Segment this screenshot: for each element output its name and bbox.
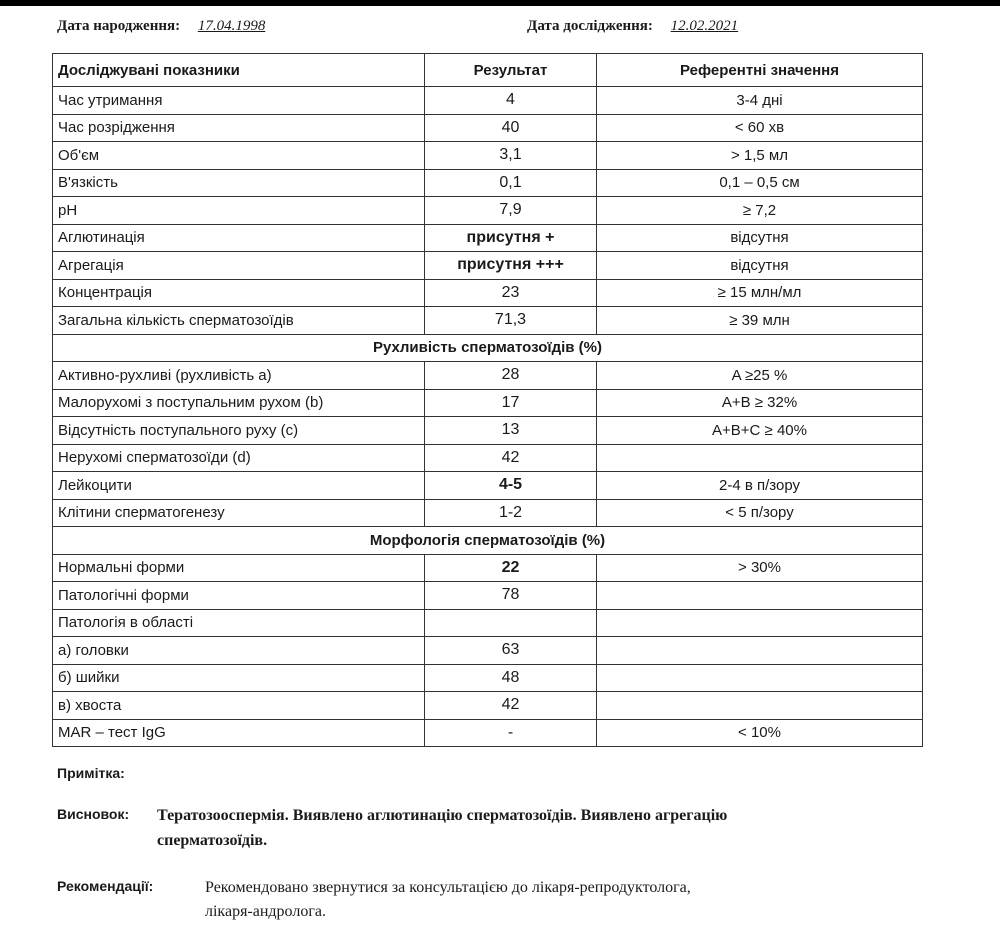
result-cell: 13 (425, 417, 597, 445)
reference-cell (597, 582, 923, 610)
result-cell: 48 (425, 664, 597, 692)
result-cell: 1-2 (425, 499, 597, 527)
parameter-cell: MAR – тест IgG (53, 719, 425, 747)
table-row (53, 114, 923, 142)
result-cell: 78 (425, 582, 597, 610)
reference-cell: < 60 хв (597, 114, 923, 142)
note-label: Примітка: (57, 765, 125, 781)
recommendation-line-2: лікаря-андролога. (205, 903, 326, 920)
table-body (53, 87, 923, 747)
section-title: Морфологія сперматозоїдів (%) (53, 527, 923, 555)
result-cell: 17 (425, 389, 597, 417)
reference-cell: відсутня (597, 224, 923, 252)
table-row (53, 719, 923, 747)
study-date-block (527, 18, 738, 35)
parameter-cell: а) головки (53, 637, 425, 665)
table-row (53, 252, 923, 280)
parameter-cell: В'язкість (53, 169, 425, 197)
column-header-result: Результат (425, 54, 597, 87)
study-date-label: Дата дослідження: (527, 18, 653, 34)
reference-cell: A ≥25 % (597, 362, 923, 390)
parameter-cell: Час розрідження (53, 114, 425, 142)
parameter-cell: Малорухомі з поступальним рухом (b) (53, 389, 425, 417)
result-cell: 4-5 (425, 472, 597, 500)
recommendations-text (205, 876, 905, 924)
reference-cell (597, 609, 923, 637)
result-cell: 0,1 (425, 169, 597, 197)
parameter-cell: Нормальні форми (53, 554, 425, 582)
parameter-cell: б) шийки (53, 664, 425, 692)
table-header-row (53, 54, 923, 87)
birth-date-value: 17.04.1998 (197, 18, 266, 34)
conclusion-label: Висновок: (57, 806, 130, 822)
reference-cell: 3-4 дні (597, 87, 923, 115)
table-row (53, 197, 923, 225)
reference-cell (597, 444, 923, 472)
result-cell: 28 (425, 362, 597, 390)
reference-cell: ≥ 39 млн (597, 307, 923, 335)
table-row (53, 637, 923, 665)
reference-cell: < 5 п/зору (597, 499, 923, 527)
result-cell: 4 (425, 87, 597, 115)
table-row (53, 279, 923, 307)
top-border-bar (0, 0, 1000, 6)
result-cell: присутня +++ (425, 252, 597, 280)
table-row (53, 664, 923, 692)
table-row (53, 554, 923, 582)
parameter-cell: Патологічні форми (53, 582, 425, 610)
parameter-cell: Аглютинація (53, 224, 425, 252)
reference-cell: ≥ 7,2 (597, 197, 923, 225)
birth-date-block (57, 18, 265, 35)
birth-date-label: Дата народження: (57, 18, 181, 34)
parameter-cell: Загальна кількість сперматозоїдів (53, 307, 425, 335)
reference-cell: відсутня (597, 252, 923, 280)
table-row (53, 499, 923, 527)
reference-cell (597, 637, 923, 665)
parameter-cell: Нерухомі сперматозоїди (d) (53, 444, 425, 472)
column-header-parameter: Досліджувані показники (53, 54, 425, 87)
conclusion-text (157, 803, 947, 853)
reference-cell (597, 664, 923, 692)
results-table (52, 53, 923, 747)
recommendation-line-1: Рекомендовано звернутися за консультацією до лікаря-репродуктолога, (205, 879, 691, 896)
table-row (53, 224, 923, 252)
result-cell: 42 (425, 692, 597, 720)
parameter-cell: Клітини сперматогенезу (53, 499, 425, 527)
reference-cell: A+B+C ≥ 40% (597, 417, 923, 445)
parameter-cell: Лейкоцити (53, 472, 425, 500)
parameter-cell: Концентрація (53, 279, 425, 307)
parameter-cell: Агрегація (53, 252, 425, 280)
recommendations-label: Рекомендації: (57, 878, 154, 894)
result-cell: 3,1 (425, 142, 597, 170)
parameter-cell: Час утримання (53, 87, 425, 115)
parameter-cell: Відсутність поступального руху (c) (53, 417, 425, 445)
table-row (53, 307, 923, 335)
result-cell: 23 (425, 279, 597, 307)
result-cell: 63 (425, 637, 597, 665)
parameter-cell: pH (53, 197, 425, 225)
reference-cell: 2-4 в п/зору (597, 472, 923, 500)
study-date-value: 12.02.2021 (670, 18, 739, 34)
result-cell: 40 (425, 114, 597, 142)
reference-cell: A+B ≥ 32% (597, 389, 923, 417)
table-row (53, 169, 923, 197)
table-row (53, 444, 923, 472)
table-row (53, 609, 923, 637)
column-header-reference: Референтні значення (597, 54, 923, 87)
result-cell (425, 609, 597, 637)
table-section-row (53, 527, 923, 555)
reference-cell: 0,1 – 0,5 см (597, 169, 923, 197)
result-cell: 22 (425, 554, 597, 582)
table-section-row (53, 334, 923, 362)
reference-cell (597, 692, 923, 720)
table-row (53, 142, 923, 170)
reference-cell: > 1,5 мл (597, 142, 923, 170)
result-cell: - (425, 719, 597, 747)
section-title: Рухливість сперматозоїдів (%) (53, 334, 923, 362)
table-row (53, 582, 923, 610)
reference-cell: < 10% (597, 719, 923, 747)
table-row (53, 87, 923, 115)
parameter-cell: Патологія в області (53, 609, 425, 637)
table-row (53, 417, 923, 445)
conclusion-line-2: сперматозоїдів. (157, 832, 268, 849)
result-cell: 71,3 (425, 307, 597, 335)
reference-cell: ≥ 15 млн/мл (597, 279, 923, 307)
result-cell: присутня + (425, 224, 597, 252)
result-cell: 7,9 (425, 197, 597, 225)
table-row (53, 692, 923, 720)
table-row (53, 472, 923, 500)
table-row (53, 362, 923, 390)
reference-cell: > 30% (597, 554, 923, 582)
parameter-cell: Об'єм (53, 142, 425, 170)
parameter-cell: в) хвоста (53, 692, 425, 720)
result-cell: 42 (425, 444, 597, 472)
parameter-cell: Активно-рухливі (рухливість а) (53, 362, 425, 390)
conclusion-line-1: Тератозооспермія. Виявлено аглютинацію сперматозоїдів. Виявлено агрегацію (157, 807, 728, 824)
table-row (53, 389, 923, 417)
